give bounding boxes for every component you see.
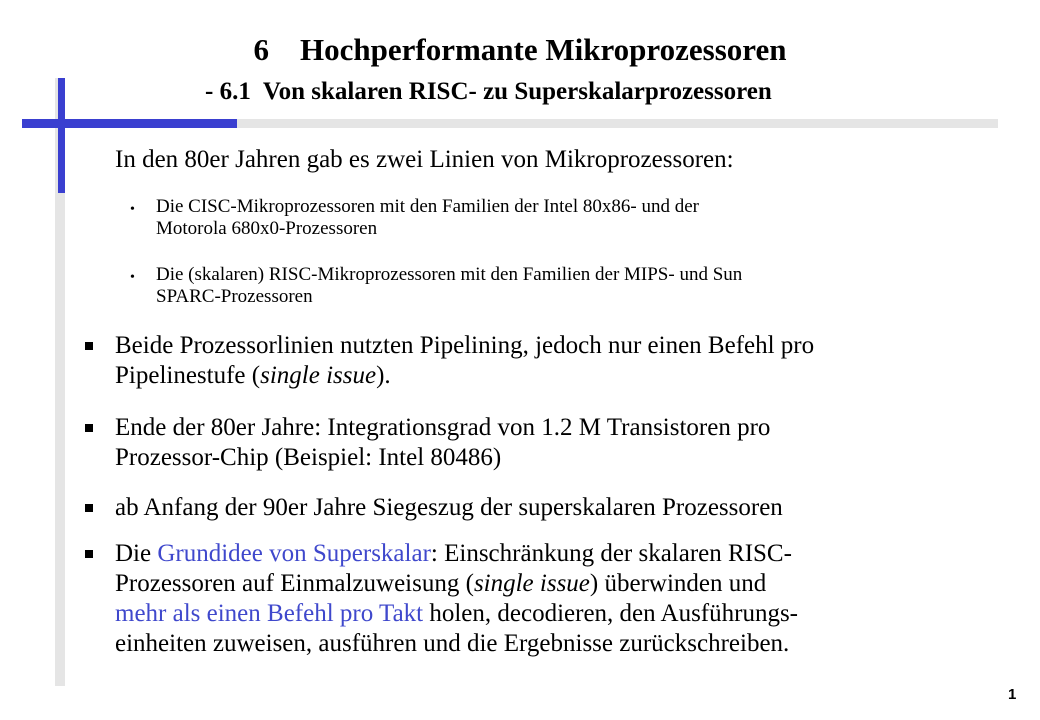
highlight-text: mehr als einen Befehl pro Takt — [115, 600, 424, 627]
sub-item-line: SPARC-Prozessoren — [156, 286, 313, 307]
bullet-line: Ende der 80er Jahre: Integrationsgrad von 1.2 M Transistoren pro — [115, 414, 771, 441]
bullet-square — [85, 550, 93, 558]
bullet-square — [85, 424, 93, 432]
bullet-superscalar-idea — [115, 539, 995, 659]
bullet-line: Pipelinestufe (single issue). — [115, 362, 391, 389]
bullet-line: Beide Prozessorlinien nutzten Pipelining, jedoch nur einen Befehl pro — [115, 332, 815, 359]
bullet-pipelining — [115, 331, 995, 391]
bullet-superscalar-rise — [115, 493, 995, 523]
bullet-line: einheiten zuweisen, ausführen und die Ergebnisse zurückschreiben. — [115, 630, 790, 657]
sub-item-line: Die (skalaren) RISC-Mikroprozessoren mit den Familien der MIPS- und Sun — [156, 264, 743, 285]
sub-bullet-dot: • — [130, 202, 135, 217]
bullet-square — [85, 504, 93, 512]
slide-subtitle: - 6.1 Von skalaren RISC- zu Superskalarprozessoren — [205, 78, 772, 105]
bullet-line: Prozessoren auf Einmalzuweisung (single issue) überwinden und — [115, 570, 767, 597]
highlight-text: Grundidee von Superskalar — [157, 540, 431, 567]
decor-horizontal-accent — [22, 119, 237, 128]
bullet-line: Prozessor-Chip (Beispiel: Intel 80486) — [115, 444, 502, 471]
intro-text: In den 80er Jahren gab es zwei Linien von Mikroprozessoren: — [115, 146, 734, 173]
decor-vertical-accent — [58, 78, 65, 193]
sub-item-line: Motorola 680x0-Prozessoren — [156, 218, 378, 239]
bullet-square — [85, 342, 93, 350]
bullet-integration — [115, 413, 995, 473]
slide-title: 6 Hochperformante Mikroprozessoren — [253, 32, 787, 67]
bullet-line: Die Grundidee von Superskalar: Einschränkung der skalaren RISC- — [115, 540, 792, 567]
sub-bullet-dot: • — [130, 270, 135, 285]
page-number: 1 — [1008, 686, 1017, 703]
sub-item-cisc — [156, 196, 956, 240]
bullet-line: mehr als einen Befehl pro Takt holen, decodieren, den Ausführungs- — [115, 600, 799, 627]
bullet-line: ab Anfang der 90er Jahre Siegeszug der superskalaren Prozessoren — [115, 494, 783, 521]
sub-item-line: Die CISC-Mikroprozessoren mit den Familien der Intel 80x86- und der — [156, 196, 699, 217]
sub-item-risc — [156, 264, 956, 308]
